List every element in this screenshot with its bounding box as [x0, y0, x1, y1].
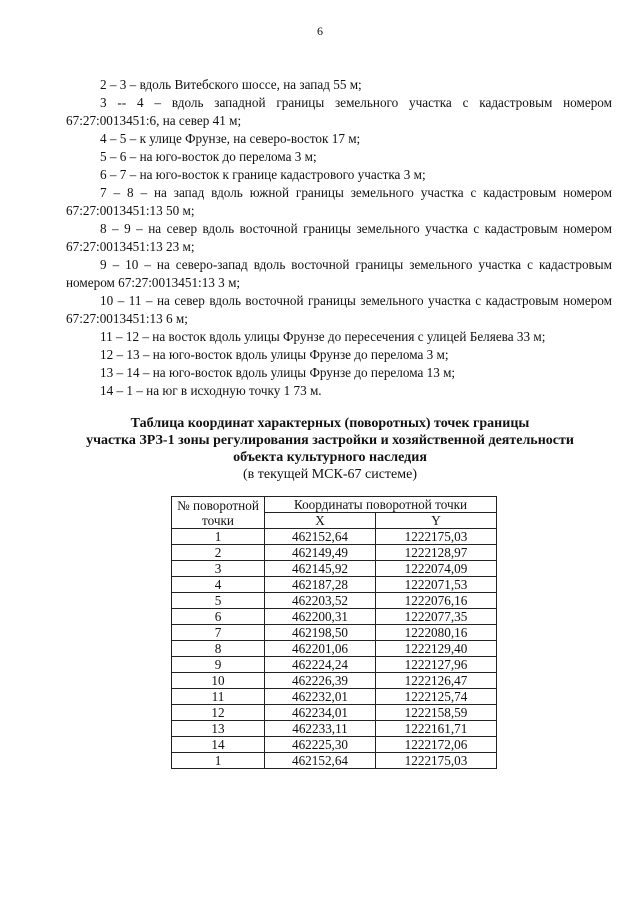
- x-header: X: [265, 513, 376, 529]
- y-value: 1222077,35: [376, 609, 497, 625]
- point-number: 13: [172, 721, 265, 737]
- point-number: 14: [172, 737, 265, 753]
- point-number: 6: [172, 609, 265, 625]
- x-value: 462145,92: [265, 561, 376, 577]
- y-value: 1222161,71: [376, 721, 497, 737]
- paragraph: 3 -- 4 – вдоль западной границы земельного участка с кадастровым номером 67:27:0013451:6, на север 41 м;: [66, 95, 612, 128]
- point-number: 1: [172, 753, 265, 769]
- x-value: 462225,30: [265, 737, 376, 753]
- table-row: [172, 689, 497, 705]
- paragraph: 5 – 6 – на юго-восток до перелома 3 м;: [100, 149, 317, 164]
- table-row: [172, 529, 497, 545]
- heading-line-2: участка ЗРЗ-1 зоны регулирования застройки и хозяйственной деятельности: [86, 433, 574, 448]
- table-row: [172, 593, 497, 609]
- table-row: [172, 705, 497, 721]
- paragraph: 6 – 7 – на юго-восток к границе кадастрового участка 3 м;: [100, 167, 426, 182]
- paragraph: 12 – 13 – на юго-восток вдоль улицы Фрунзе до перелома 3 м;: [100, 347, 449, 362]
- y-value: 1222172,06: [376, 737, 497, 753]
- table-row: [172, 721, 497, 737]
- y-value: 1222126,47: [376, 673, 497, 689]
- table-row: [172, 673, 497, 689]
- x-value: 462152,64: [265, 529, 376, 545]
- table-row: [172, 577, 497, 593]
- paragraph: 7 – 8 – на запад вдоль южной границы земельного участка с кадастровым номером 67:27:0013451:13 50 м;: [66, 185, 612, 218]
- route-description: [66, 76, 612, 400]
- paragraph: 11 – 12 – на восток вдоль улицы Фрунзе до пересечения с улицей Беляева 33 м;: [100, 329, 546, 344]
- table-row: [172, 753, 497, 769]
- point-number: 10: [172, 673, 265, 689]
- y-value: 1222076,16: [376, 593, 497, 609]
- table-row: [172, 609, 497, 625]
- y-value: 1222074,09: [376, 561, 497, 577]
- y-value: 1222125,74: [376, 689, 497, 705]
- paragraph: 2 – 3 – вдоль Витебского шоссе, на запад 55 м;: [100, 77, 362, 92]
- table-row: [172, 641, 497, 657]
- x-value: 462187,28: [265, 577, 376, 593]
- y-value: 1222071,53: [376, 577, 497, 593]
- y-value: 1222080,16: [376, 625, 497, 641]
- x-value: 462233,11: [265, 721, 376, 737]
- point-number: 9: [172, 657, 265, 673]
- x-value: 462232,01: [265, 689, 376, 705]
- y-value: 1222158,59: [376, 705, 497, 721]
- point-number: 4: [172, 577, 265, 593]
- heading-line-1: Таблица координат характерных (поворотных) точек границы: [130, 416, 530, 431]
- heading-line-4: (в текущей МСК-67 системе): [243, 467, 417, 482]
- x-value: 462226,39: [265, 673, 376, 689]
- point-number: 2: [172, 545, 265, 561]
- point-number: 11: [172, 689, 265, 705]
- y-value: 1222175,03: [376, 529, 497, 545]
- paragraph: 9 – 10 – на северо-запад вдоль восточной границы земельного участка с кадастровым номером 67:27:0013451:13 3 м;: [66, 257, 612, 290]
- table-row: [172, 561, 497, 577]
- paragraph: 14 – 1 – на юг в исходную точку 1 73 м.: [100, 383, 322, 398]
- point-number-header: № поворотной точки: [172, 497, 265, 529]
- heading-line-3: объекта культурного наследия: [233, 450, 427, 465]
- x-value: 462198,50: [265, 625, 376, 641]
- paragraph: 8 – 9 – на север вдоль восточной границы земельного участка с кадастровым номером 67:27:0013451:13 23 м;: [66, 221, 612, 254]
- x-value: 462152,64: [265, 753, 376, 769]
- point-number: 1: [172, 529, 265, 545]
- point-number: 3: [172, 561, 265, 577]
- table-heading: [50, 415, 610, 483]
- paragraph: 13 – 14 – на юго-восток вдоль улицы Фрунзе до перелома 13 м;: [100, 365, 456, 380]
- point-number: 12: [172, 705, 265, 721]
- y-value: 1222175,03: [376, 753, 497, 769]
- point-number: 8: [172, 641, 265, 657]
- paragraph: 4 – 5 – к улице Фрунзе, на северо-восток 17 м;: [100, 131, 361, 146]
- x-value: 462234,01: [265, 705, 376, 721]
- coordinates-body: [172, 529, 497, 769]
- paragraph: 10 – 11 – на север вдоль восточной границы земельного участка с кадастровым номером 67:27:0013451:13 6 м;: [66, 293, 612, 326]
- point-number: 7: [172, 625, 265, 641]
- y-header: Y: [376, 513, 497, 529]
- x-value: 462203,52: [265, 593, 376, 609]
- x-value: 462149,49: [265, 545, 376, 561]
- y-value: 1222129,40: [376, 641, 497, 657]
- table-row: [172, 625, 497, 641]
- table-row: [172, 545, 497, 561]
- coordinates-group-header: Координаты поворотной точки: [265, 497, 497, 513]
- y-value: 1222127,96: [376, 657, 497, 673]
- coordinates-table: [171, 496, 497, 769]
- page-number: 6: [317, 24, 323, 38]
- table-row: [172, 737, 497, 753]
- x-value: 462224,24: [265, 657, 376, 673]
- x-value: 462201,06: [265, 641, 376, 657]
- y-value: 1222128,97: [376, 545, 497, 561]
- table-row: [172, 657, 497, 673]
- point-number: 5: [172, 593, 265, 609]
- x-value: 462200,31: [265, 609, 376, 625]
